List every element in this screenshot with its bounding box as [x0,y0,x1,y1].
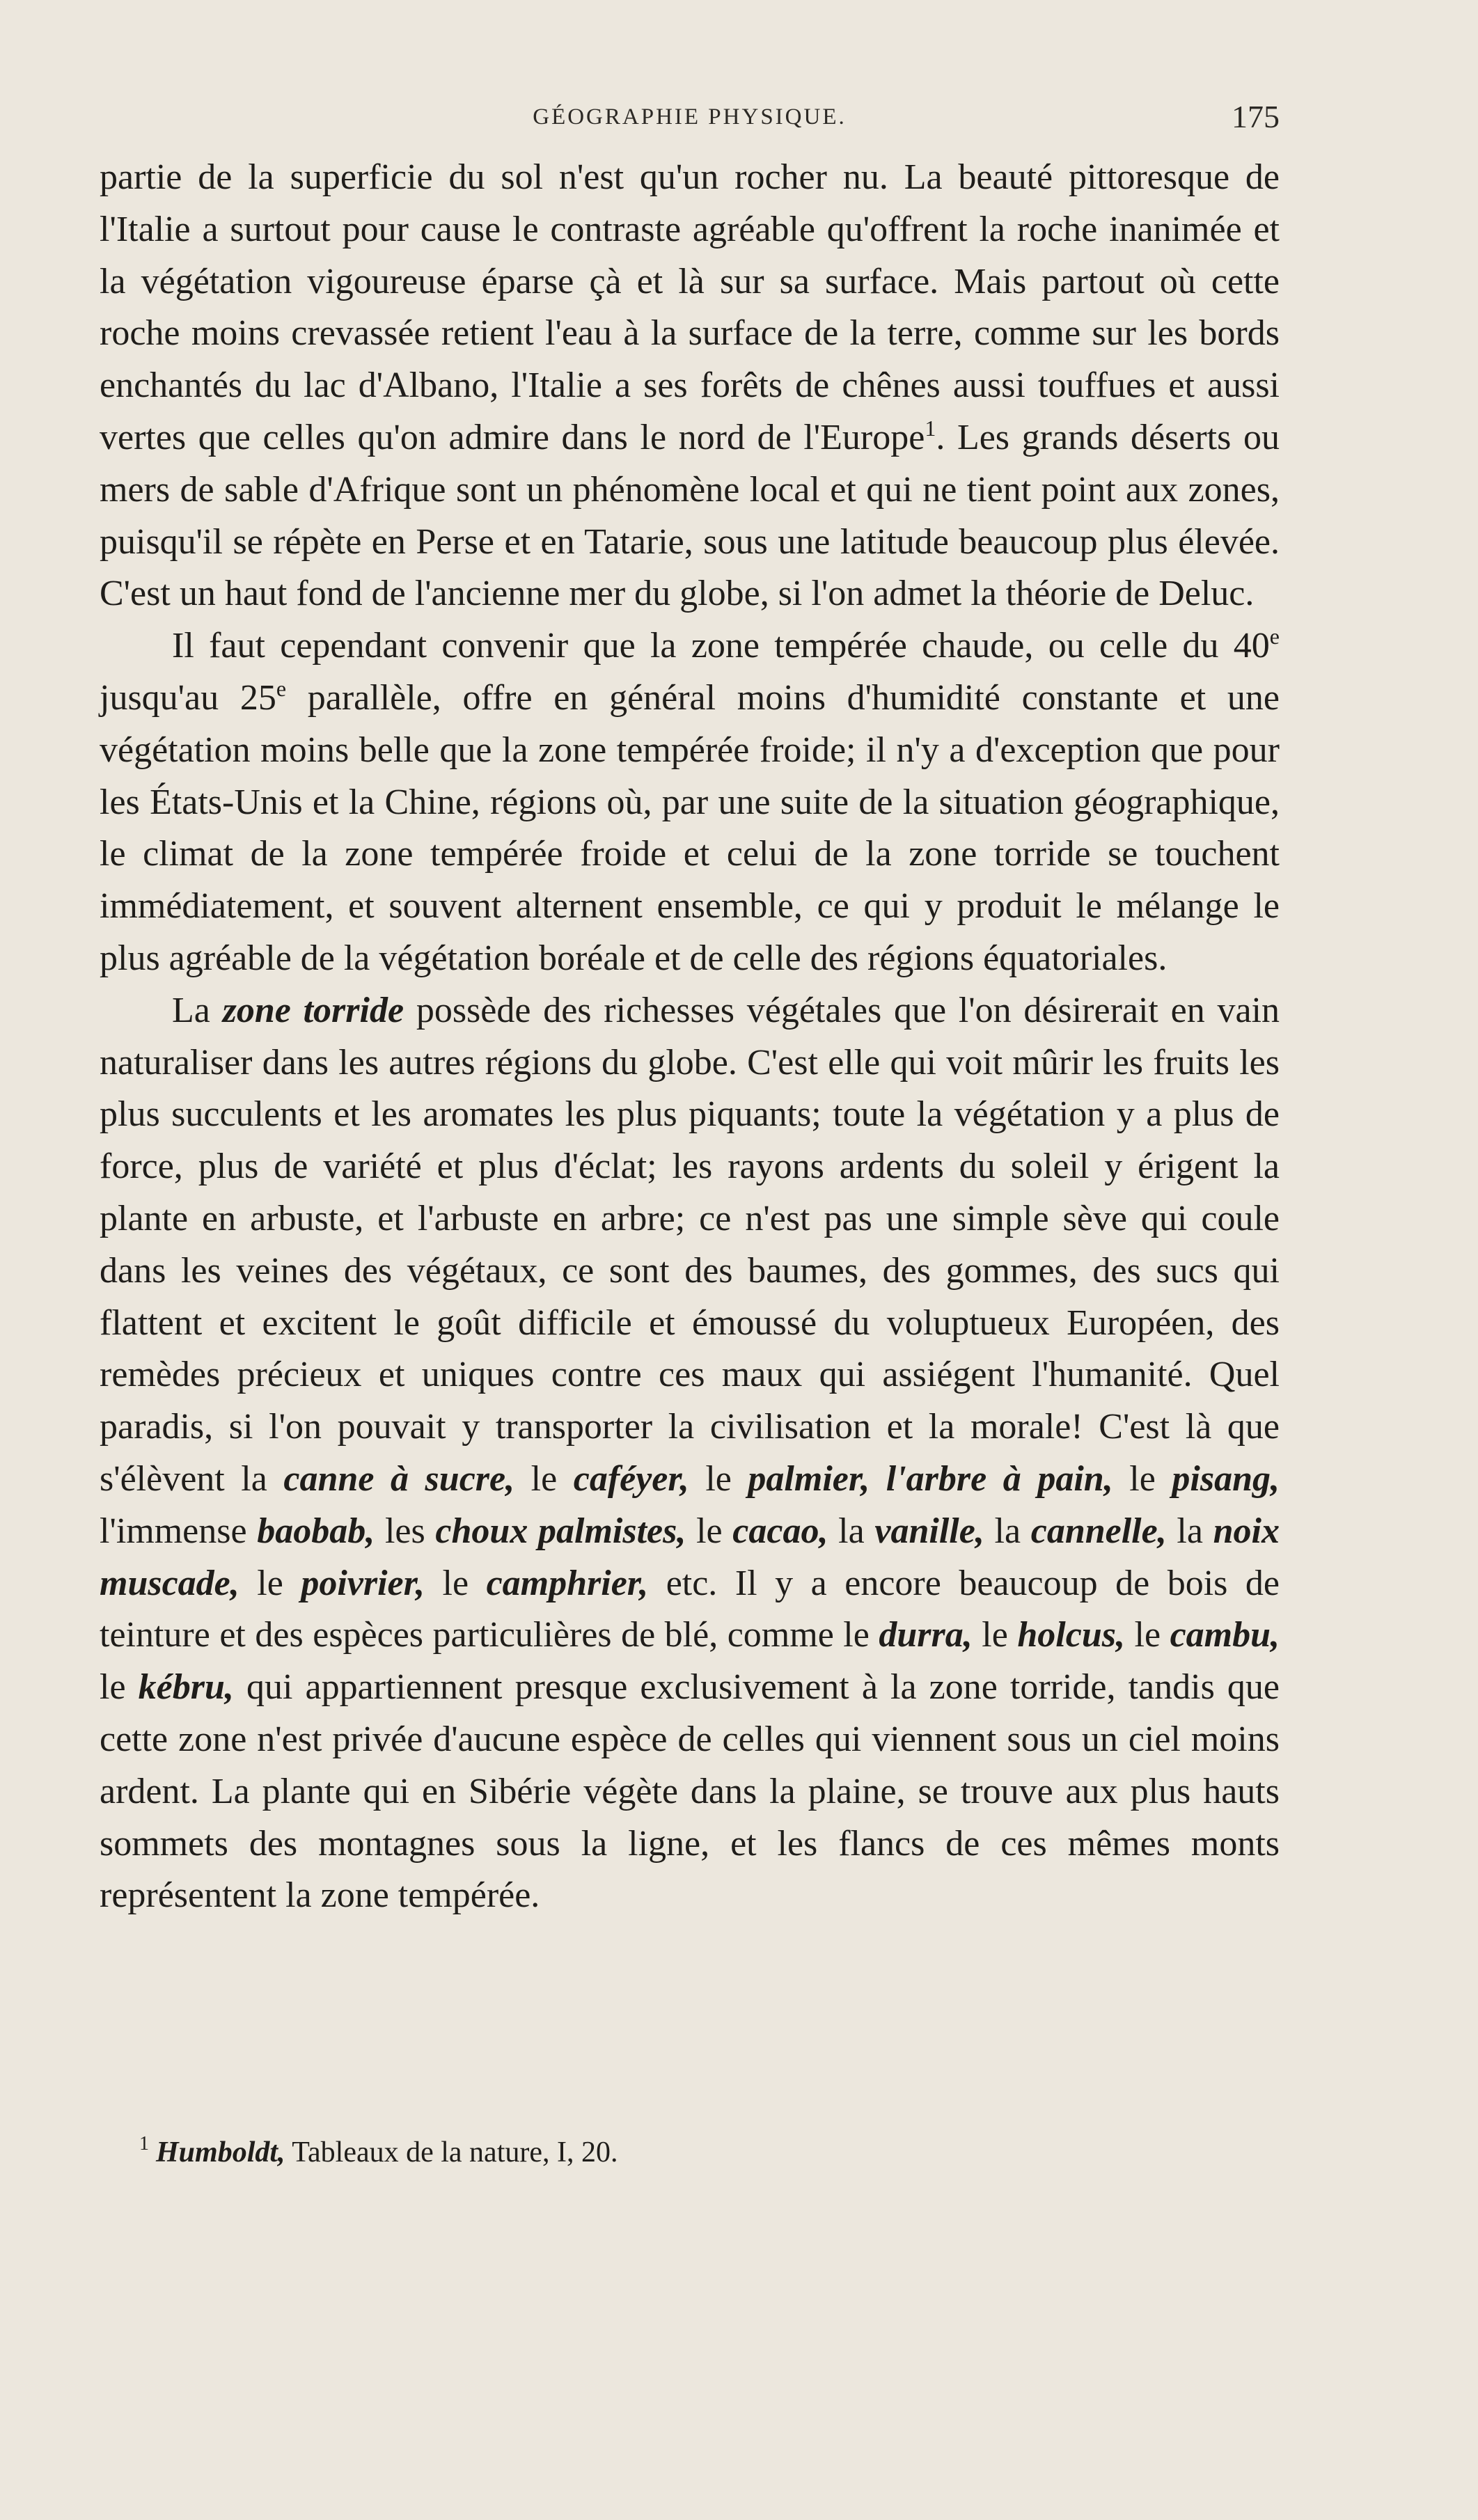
text-segment: possède des richesses végétales que l'on désirerait en vain naturaliser dans les autres régions du globe. C'est elle qui voit mûrir les fruits les plus succulents et les aromates les plus piquants; toute la végétation y a plus de force, plus de variété et plus d'éclat; les rayons ardents du soleil y érigent la plante en arbuste, et l'arbuste en arbre; ce n'est pas une simple sève qui coule dans les veines des végétaux, ce sont des baumes, des gommes, des sucs qui flattent et excitent le goût difficile et émoussé du voluptueux Européen, des remèdes précieux et uniques contre ces maux qui assiégent l'humanité. Quel paradis, si l'on pouvait y transporter la civilisation et la morale! C'est là que s'élèvent la [100,990,1280,1499]
text-segment: le [1124,1615,1170,1655]
footnote [139,2132,618,2173]
italic-term: palmier, [748,1458,870,1499]
text-segment: le [686,1511,733,1551]
italic-term: holcus, [1017,1615,1125,1655]
text-segment: le [1113,1458,1172,1499]
ordinal-superscript: e [1269,623,1280,649]
text-segment: le [689,1458,748,1499]
text-segment [870,1459,886,1499]
page-number: 175 [1232,99,1280,134]
italic-term: kébru, [138,1667,234,1708]
paragraph-2-part-a: Il faut cependant convenir que la zone tempérée chaude, ou celle du 40 [172,626,1270,666]
footnote-text: Tableaux de la nature, I, 20. [285,2136,618,2168]
paragraph-2 [100,620,1280,985]
text-segment: la [1166,1511,1213,1551]
italic-term: cambu, [1170,1615,1280,1655]
running-title: GÉOGRAPHIE PHYSIQUE. [533,104,847,129]
text-segment: l'immense [100,1511,258,1551]
paragraph-3 [100,985,1280,1922]
text-segment: la [828,1511,875,1551]
italic-term: l'arbre à pain, [886,1458,1113,1499]
italic-term: canne à sucre, [283,1458,515,1499]
paragraph-1-part-a: partie de la superficie du sol n'est qu'un rocher nu. La beauté pittoresque de l'Italie a surtout pour cause le contraste agréable qu'offrent la roche inanimée et la végétation vigoureuse éparse çà et là sur sa surface. Mais partout où cette roche moins crevassée retient l'eau à la surface de la terre, comme sur les bords enchantés du lac d'Albano, l'Italie a ses forêts de chênes aussi touffues et aussi vertes que celles qu'on admire dans le nord de l'Europe [100,157,1280,457]
text-segment: le [514,1458,574,1499]
paragraph-2-part-c: parallèle, offre en général moins d'humidité constante et une végétation moins belle que la zone tempérée froide; il n'y a d'exception que pour les États-Unis et la Chine, régions où, par une suite de la situation géographique, le climat de la zone tempérée froide et celui de la zone torride se touchent immédiatement, et souvent alternent ensemble, ce qui y produit le mélange le plus agréable de la végétation boréale et de celle des régions équatoriales. [100,677,1280,978]
page-header [100,96,1280,138]
paragraph-1-part-b: . Les grands déserts ou mers de sable d'Afrique sont un phénomène local et qui ne tient point aux zones, puisqu'il se répète en Perse et en Tatarie, sous une latitude beaucoup plus élevée. C'est un haut fond de l'ancienne mer du globe, si l'on admet la théorie de Deluc. [100,417,1280,614]
paragraph-2-part-b: jusqu'au 25 [100,677,276,718]
italic-term: baobab, [257,1511,375,1551]
italic-term: pisang, [1172,1458,1280,1499]
text-segment: la [984,1511,1031,1551]
text-segment: etc. Il y a encore beaucoup de bois de teinture et des espèces particulières de blé, comme le [100,1563,1280,1655]
text-segment: le [100,1667,139,1708]
italic-term: cannelle, [1030,1511,1167,1551]
text-segment: le [425,1563,487,1603]
footnote-mark: 1 [139,2133,149,2155]
footnote-author: Humboldt, [156,2136,285,2168]
text-segment: les [375,1511,436,1551]
italic-term: vanille, [874,1511,984,1551]
ordinal-superscript: e [276,675,287,701]
text-segment: le [972,1615,1018,1655]
italic-term: poivrier, [301,1563,425,1603]
body-text [100,152,1280,1922]
footnote-reference: 1 [925,415,936,441]
italic-term: choux palmistes, [435,1511,686,1551]
italic-term: durra, [879,1615,973,1655]
italic-term: camphrier, [486,1563,649,1603]
text-segment: La [172,990,223,1030]
italic-term: caféyer, [573,1458,689,1499]
italic-term: noix muscade, [100,1511,1280,1603]
italic-term: zone torride [222,990,404,1030]
text-segment: le [239,1563,301,1603]
text-segment: qui appartiennent presque exclusivement à la zone torride, tandis que cette zone n'est privée d'aucune espèce de celles qui viennent sous un ciel moins ardent. La plante qui en Sibérie végète dans la plaine, se trouve aux plus hauts sommets des montagnes sous la ligne, et les flancs de ces mêmes monts représentent la zone tempérée. [100,1667,1280,1916]
italic-term: cacao, [732,1511,828,1551]
paragraph-1 [100,152,1280,620]
